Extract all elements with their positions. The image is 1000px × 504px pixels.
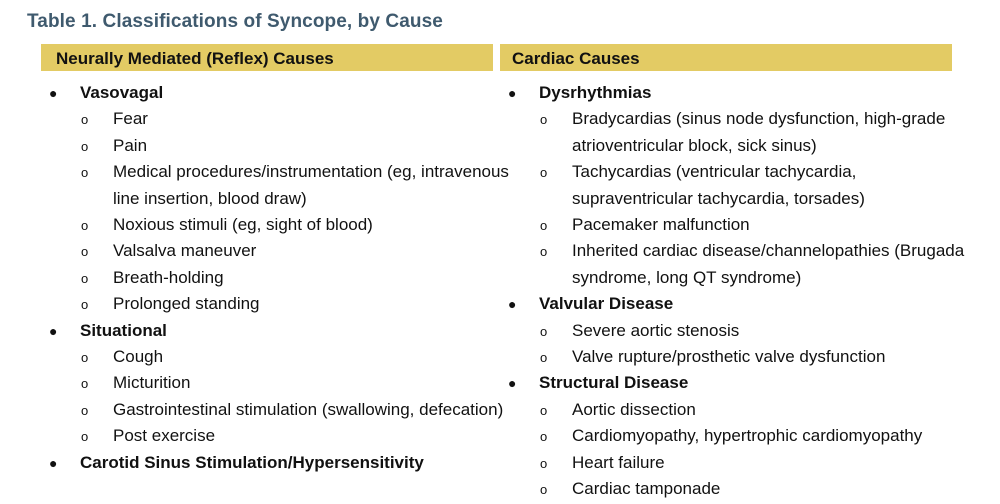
hollow-bullet-icon: o [540,112,548,128]
bullet-icon: ● [508,85,517,101]
list-item: o Medical procedures/instrumentation (eg, intravenous line insertion, blood draw) [81,162,509,208]
hollow-bullet-icon: o [540,244,548,260]
hollow-bullet-icon: o [81,429,89,445]
category-item: ● Dysrhythmias [500,80,960,106]
hollow-bullet-icon: o [81,402,89,418]
list-item: o Pacemaker malfunction [500,212,960,238]
column-header-reflex: Neurally Mediated (Reflex) Causes [41,44,493,71]
list-item: o Prolonged standing [41,291,491,317]
hollow-bullet-icon: o [540,455,548,471]
list-item: o Pain [41,133,491,159]
list-item: o Aortic dissection [500,397,960,423]
table-title: Table 1. Classifications of Syncope, by Cause [27,11,443,32]
list-item: o Tachycardias (ventricular tachycardia, supraventricular tachycardia, torsades) [540,162,865,208]
hollow-bullet-icon: o [81,112,89,128]
column-header-cardiac: Cardiac Causes [500,44,952,71]
hollow-bullet-icon: o [540,165,548,181]
column-cardiac-causes [500,80,965,503]
list-item: o Valve rupture/prosthetic valve dysfunction [500,344,960,370]
category-item: ● Vasovagal [41,80,491,106]
column-reflex-causes [41,80,509,476]
category-item: ● Carotid Sinus Stimulation/Hypersensitivity [41,450,491,476]
hollow-bullet-icon: o [81,165,89,181]
list-item: o Cardiac tamponade [500,476,960,502]
list-item: o Post exercise [41,423,491,449]
list-item: o Heart failure [500,450,960,476]
hollow-bullet-icon: o [81,138,89,154]
hollow-bullet-icon: o [81,244,89,260]
hollow-bullet-icon: o [540,350,548,366]
hollow-bullet-icon: o [81,297,89,313]
hollow-bullet-icon: o [81,350,89,366]
bullet-icon: ● [49,85,58,101]
hollow-bullet-icon: o [540,323,548,339]
list-item: o Valsalva maneuver [41,238,491,264]
hollow-bullet-icon: o [540,402,548,418]
list-item: o Micturition [41,370,491,396]
category-item: ● Structural Disease [500,370,960,396]
bullet-icon: ● [49,322,58,339]
bullet-icon: ● [508,296,517,313]
category-item: ● Situational [41,318,491,344]
category-item: ● Valvular Disease [500,291,960,317]
list-item: o Severe aortic stenosis [500,318,960,344]
list-item: o Bradycardias (sinus node dysfunction, high-grade atrioventricular block, sick sinus) [540,109,946,155]
hollow-bullet-icon: o [540,429,548,445]
hollow-bullet-icon: o [81,218,89,234]
list-item: o Noxious stimuli (eg, sight of blood) [41,212,491,238]
bullet-icon: ● [508,375,517,392]
hollow-bullet-icon: o [81,270,89,286]
bullet-icon: ● [49,454,58,471]
hollow-bullet-icon: o [81,376,89,392]
list-item: o Cardiomyopathy, hypertrophic cardiomyopathy [500,423,960,449]
list-item: o Inherited cardiac disease/channelopathies (Brugada syndrome, long QT syndrome) [540,241,965,287]
hollow-bullet-icon: o [540,482,548,498]
list-item: o Fear [41,106,491,132]
list-item: o Breath-holding [41,265,491,291]
list-item: o Cough [41,344,491,370]
list-item: o Gastrointestinal stimulation (swallowing, defecation) [41,397,513,423]
hollow-bullet-icon: o [540,218,548,234]
